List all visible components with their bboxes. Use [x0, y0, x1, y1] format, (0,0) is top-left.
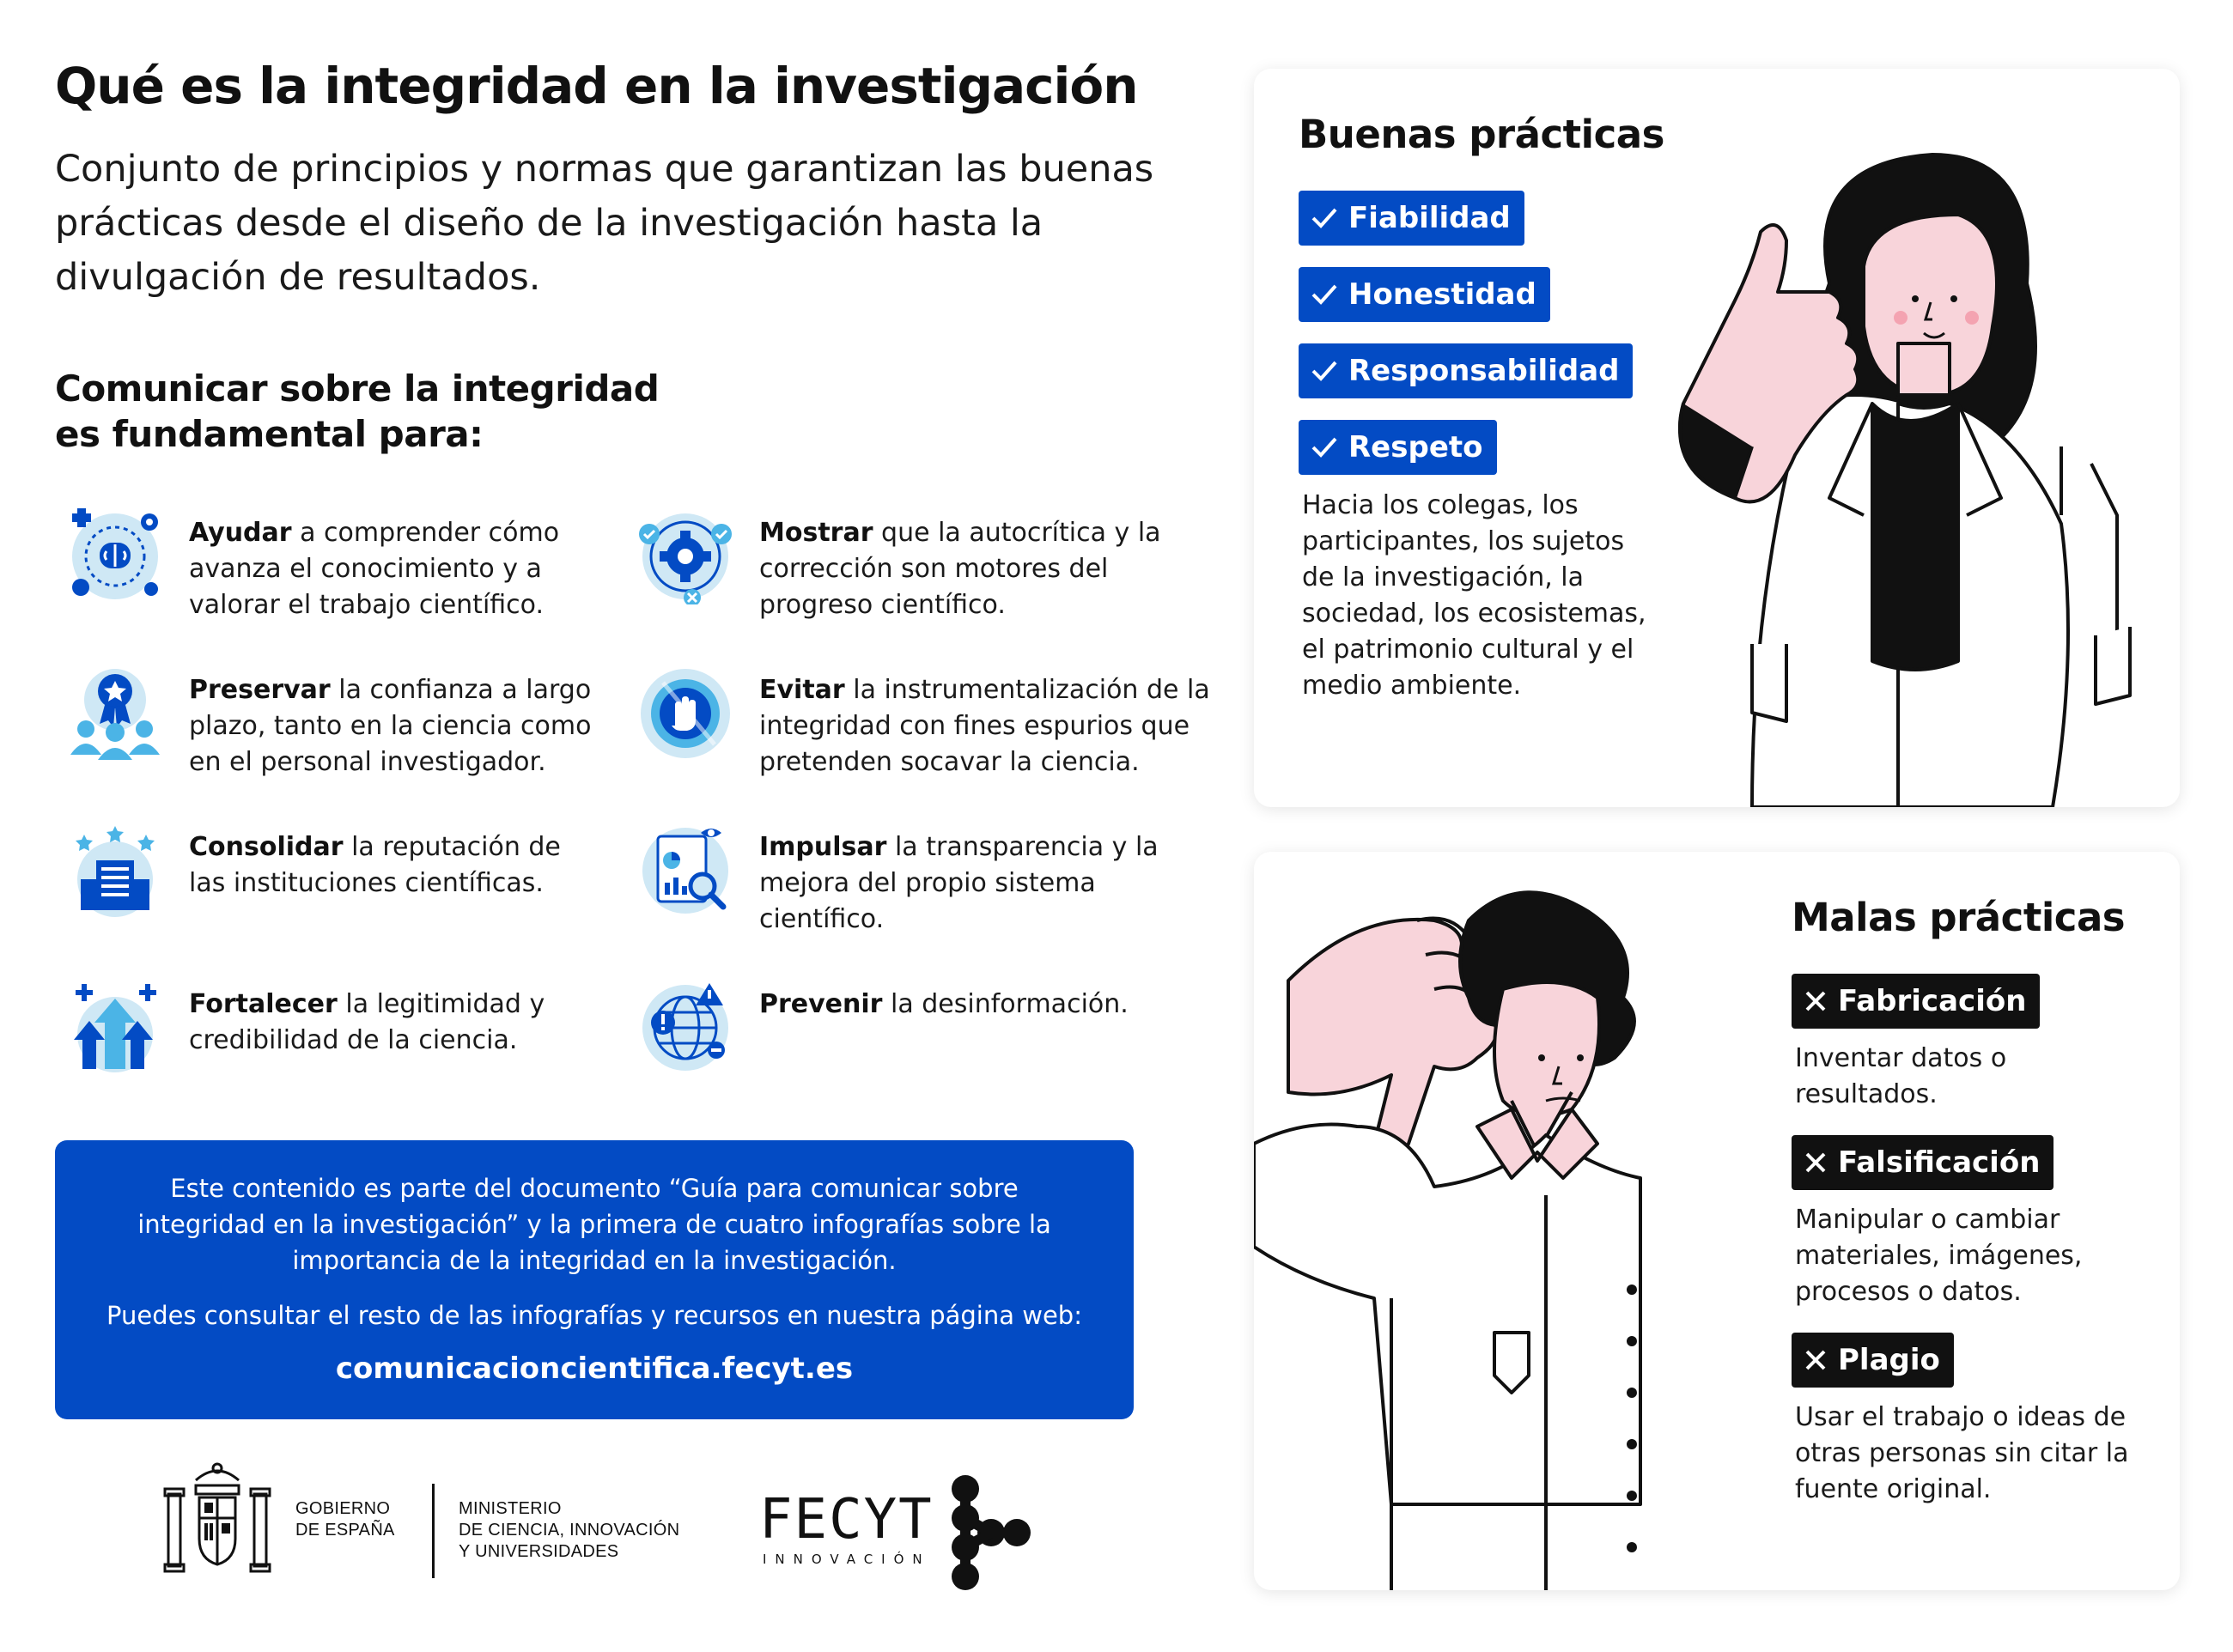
benefit-item	[637, 980, 1221, 1076]
close-icon	[1804, 1151, 1828, 1175]
benefit-text: Preservar la confianza a largo plazo, tanto en la ciencia como en el personal investigador.	[189, 675, 592, 777]
benefit-text: Evitar la instrumentalización de la integridad con fines espurios que pretenden socavar la ciencia.	[759, 675, 1210, 777]
checkmark-icon	[1311, 282, 1338, 307]
checkmark-icon	[1311, 359, 1338, 383]
bad-practice-tag: Plagio	[1792, 1333, 1954, 1388]
benefit-item	[67, 980, 599, 1076]
intro-paragraph: Conjunto de principios y normas que garantizan las buenas prácticas desde el diseño de la investigación hasta la divulgación de resultados.	[55, 148, 1154, 299]
checkmark-icon	[1311, 435, 1338, 459]
good-practice-tag: Responsabilidad	[1299, 343, 1633, 398]
fecyt-wordmark: FECYT	[759, 1488, 934, 1552]
bad-practice-description: Inventar datos o resultados.	[1795, 1043, 2007, 1109]
institution-stars-icon	[67, 823, 163, 919]
respeto-description: Hacia los colegas, los participantes, los sujetos de la investigación, la sociedad, los ecosistemas, el patrimonio cultural y el medio ambiente.	[1302, 490, 1646, 701]
brain-gears-icon	[67, 508, 163, 604]
benefit-text: Ayudar a comprender cómo avanza el conocimiento y a valorar el trabajo científico.	[189, 518, 560, 620]
fecyt-dots-icon	[945, 1473, 1034, 1592]
thumbs-up-woman-illustration	[1615, 146, 2180, 807]
growth-arrows-icon	[67, 980, 163, 1076]
benefit-item	[637, 823, 1221, 938]
good-practices-card	[1254, 69, 2180, 807]
section-heading-line-2: es fundamental para:	[55, 413, 484, 455]
info-paragraph-2: Puedes consultar el resto de las infografías y recursos en nuestra página web:	[106, 1301, 1082, 1330]
fecyt-subtitle: INNOVACIÓN	[763, 1552, 931, 1567]
misinformation-globe-icon	[637, 980, 733, 1076]
good-practices-title: Buenas prácticas	[1299, 112, 1664, 157]
bad-practice-description: Usar el trabajo o ideas de otras personas sin citar la fuente original.	[1795, 1402, 2129, 1504]
bad-practice-tag: Falsificación	[1792, 1135, 2054, 1190]
benefit-text: Consolidar la reputación de las instituciones científicas.	[189, 832, 561, 898]
good-practice-tag: Honestidad	[1299, 267, 1550, 322]
coat-of-arms-icon	[161, 1460, 273, 1580]
close-icon	[1804, 1348, 1828, 1372]
stop-hand-icon	[637, 665, 733, 762]
benefit-text: Mostrar que la autocrítica y la corrección son motores del progreso científico.	[759, 518, 1161, 620]
transparency-report-icon	[637, 823, 733, 919]
benefit-item	[637, 665, 1221, 780]
benefit-text: Prevenir la desinformación.	[759, 989, 1129, 1019]
bad-practice-tag: Fabricación	[1792, 974, 2040, 1029]
benefit-item	[637, 508, 1221, 623]
bad-practice-description: Manipular o cambiar materiales, imágenes, procesos o datos.	[1795, 1205, 2083, 1307]
checkmark-icon	[1311, 206, 1338, 230]
logo-divider	[432, 1484, 435, 1578]
close-icon	[1804, 989, 1828, 1013]
thumbs-down-man-illustration	[1254, 886, 1752, 1590]
gobierno-label: GOBIERNO DE ESPAÑA	[295, 1499, 395, 1540]
benefit-item	[67, 665, 599, 780]
benefit-text: Fortalecer la legitimidad y credibilidad de la ciencia.	[189, 989, 545, 1055]
ministerio-label: MINISTERIO DE CIENCIA, INNOVACIÓN Y UNIVERSIDADES	[459, 1499, 680, 1561]
benefit-item	[67, 508, 599, 623]
award-team-icon	[67, 665, 163, 762]
info-box	[55, 1140, 1134, 1419]
section-heading-line-1: Comunicar sobre la integridad	[55, 367, 660, 410]
website-link[interactable]: comunicacioncientifica.fecyt.es	[335, 1351, 854, 1386]
gear-cycle-icon	[637, 508, 733, 604]
benefit-text: Impulsar la transparencia y la mejora del propio sistema científico.	[759, 832, 1159, 934]
info-paragraph-1: Este contenido es parte del documento “Guía para comunicar sobre integridad en la investigación” y la primera de cuatro infografías sobre la importancia de la integridad en la investigación.	[137, 1174, 1051, 1275]
bad-practices-card	[1254, 852, 2180, 1590]
page-title: Qué es la integridad en la investigación	[55, 57, 1138, 115]
bad-practices-title: Malas prácticas	[1792, 895, 2126, 940]
section-heading	[55, 366, 708, 457]
good-practice-tag: Respeto	[1299, 420, 1497, 475]
benefit-item	[67, 823, 599, 919]
good-practice-tag: Fiabilidad	[1299, 191, 1524, 246]
